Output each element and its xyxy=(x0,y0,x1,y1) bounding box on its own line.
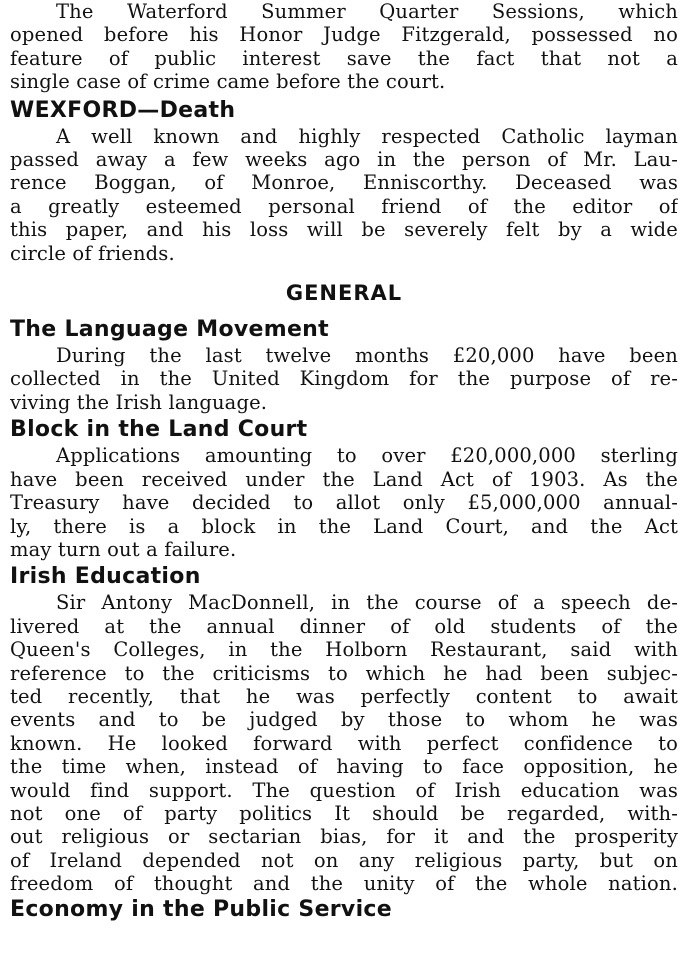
text-line: passed away a few weeks ago in the person of Mr. Lau- xyxy=(10,148,678,172)
land-court-paragraph xyxy=(10,444,678,561)
language-movement-paragraph xyxy=(10,344,678,414)
text-line: Queen's Colleges, in the Holborn Restaurant, said with xyxy=(10,638,678,662)
text-line: livered at the annual dinner of old students of the xyxy=(10,614,678,638)
text-line: rence Boggan, of Monroe, Enniscorthy. Deceased was xyxy=(10,171,678,195)
irish-education-heading: Irish Education xyxy=(10,564,201,590)
text-line: collected in the United Kingdom for the purpose of re- xyxy=(10,367,678,391)
text-line: Treasury have decided to allot only £5,000,000 annual- xyxy=(10,491,678,515)
text-line: A well known and highly respected Catholic layman xyxy=(56,124,678,148)
text-line: events and to be judged by those to whom he was xyxy=(10,708,678,732)
text-line: ted recently, that he was perfectly content to await xyxy=(10,684,678,708)
land-court-heading: Block in the Land Court xyxy=(10,417,308,443)
text-line: would find support. The question of Irish education was xyxy=(10,778,678,802)
text-line: viving the Irish language. xyxy=(10,390,268,414)
text-line: freedom of thought and the unity of the whole nation. xyxy=(10,872,678,896)
language-movement-heading: The Language Movement xyxy=(10,317,329,343)
text-line: Applications amounting to over £20,000,000 sterling xyxy=(56,444,678,468)
economy-heading: Economy in the Public Service xyxy=(10,896,392,922)
wexford-paragraph xyxy=(10,125,678,265)
text-line: single case of crime came before the court. xyxy=(10,70,446,94)
wexford-heading: WEXFORD—Death xyxy=(10,97,236,123)
text-line: ly, there is a block in the Land Court, and the Act xyxy=(10,514,678,538)
text-line: opened before his Honor Judge Fitzgerald, possessed no xyxy=(10,23,678,47)
text-line: feature of public interest save the fact that not a xyxy=(10,46,678,70)
text-line: a greatly esteemed personal friend of the editor of xyxy=(10,194,678,218)
text-line: this paper, and his loss will be severely felt by a wide xyxy=(10,218,678,242)
irish-education-paragraph xyxy=(10,591,678,895)
text-line: out religious or sectarian bias, for it and the prosperity xyxy=(10,825,678,849)
waterford-paragraph xyxy=(10,0,678,94)
text-line: of Ireland depended not on any religious party, but on xyxy=(10,848,678,872)
text-line: circle of friends. xyxy=(10,241,175,265)
text-line: reference to the criticisms to which he had been subjec- xyxy=(10,661,678,685)
text-line: may turn out a failure. xyxy=(10,537,237,561)
text-line: The Waterford Summer Quarter Sessions, which xyxy=(56,0,678,23)
section-title-general: GENERAL xyxy=(285,281,403,306)
text-line: have been received under the Land Act of 1903. As the xyxy=(10,467,678,491)
text-line: During the last twelve months £20,000 have been xyxy=(56,344,678,368)
newspaper-column xyxy=(10,0,678,923)
text-line: Sir Antony MacDonnell, in the course of a speech de- xyxy=(56,591,678,615)
text-line: not one of party politics It should be regarded, with- xyxy=(10,801,678,825)
text-line: known. He looked forward with perfect confidence to xyxy=(10,731,678,755)
text-line: the time when, instead of having to face opposition, he xyxy=(10,755,678,779)
